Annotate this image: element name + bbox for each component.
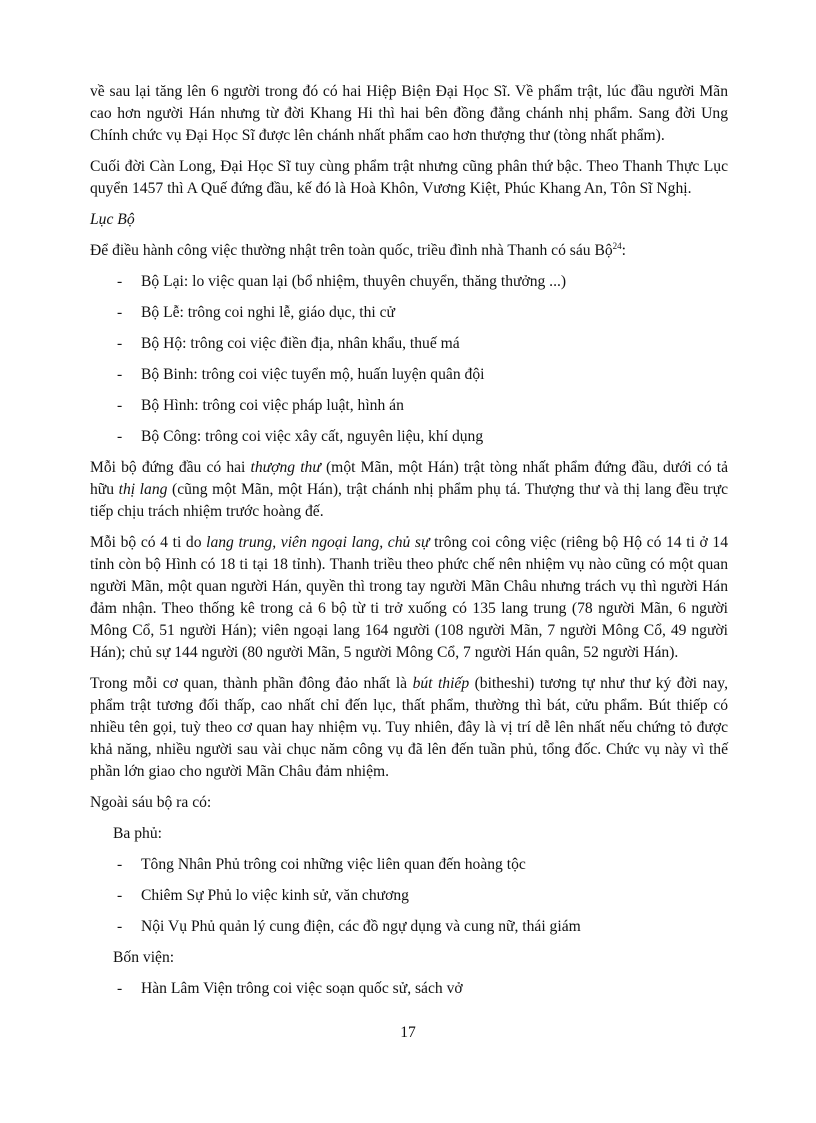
paragraph-luc-bo-intro: [90, 240, 728, 262]
ba-phu-heading: Ba phủ:: [113, 825, 162, 842]
text-run: Mỗi bộ đứng đầu có hai: [90, 459, 251, 476]
bon-vien-heading: Bốn viện:: [113, 949, 175, 966]
page-content: [90, 81, 728, 1009]
list-item: [90, 333, 728, 355]
list-item: [90, 978, 728, 1000]
list-item: [90, 395, 728, 417]
page-number: 17: [400, 1024, 416, 1041]
dash-bullet: -: [117, 335, 123, 352]
list-item: [90, 302, 728, 324]
ministry-text: Bộ Lại: lo việc quan lại (bổ nhiệm, thuyên chuyển, thăng thưởng ...): [141, 273, 567, 290]
ministry-text: Bộ Lễ: trông coi nghi lễ, giáo dục, thi cử: [141, 304, 395, 321]
dash-bullet: -: [117, 918, 123, 935]
dash-bullet: -: [117, 980, 123, 997]
dash-bullet: -: [117, 273, 123, 290]
term-thi-lang: thị lang: [118, 481, 168, 498]
dash-bullet: -: [117, 856, 123, 873]
dash-bullet: -: [117, 887, 123, 904]
paragraph-but-thiep: [90, 673, 728, 783]
text-run: (bitheshi) tương tự như thư ký đời nay, phẩm trật tương đối thấp, cao nhất chỉ đến lục, thất phẩm, thường thì bát, cửu phẩm. Bút thiếp có nhiều tên gọi, tuỳ theo cơ quan hay nhiệm vụ. Tuy nhiên, đây là vị trí dễ lên nhất nếu chứng tỏ được khả năng, nhiều người sau vài chục năm công vụ đã lên đến tuần phủ, tổng đốc. Chức vụ này vì thế phần lớn giao cho người Mãn Châu đảm nhiệm.: [90, 675, 728, 780]
dash-bullet: -: [117, 304, 123, 321]
dash-bullet: -: [117, 397, 123, 414]
paragraph-ti: [90, 532, 728, 664]
ministries-list: [90, 271, 728, 448]
text-run: (một Mãn, một Hán) trật tòng nhất phẩm đứng đầu, dưới có tả hữu: [90, 459, 729, 498]
paragraph-thuong-thu: [90, 457, 728, 523]
ministry-text: Bộ Hình: trông coi việc pháp luật, hình án: [141, 397, 404, 414]
phu-text: Tông Nhân Phủ trông coi những việc liên quan đến hoàng tộc: [141, 856, 526, 873]
ministry-text: Bộ Công: trông coi việc xây cất, nguyên liệu, khí dụng: [141, 428, 484, 445]
list-item: [90, 916, 728, 938]
list-item: [90, 854, 728, 876]
luc-bo-intro-text: Để điều hành công việc thường nhật trên toàn quốc, triều đình nhà Thanh có sáu Bộ: [90, 242, 613, 259]
paragraph-others-intro: Ngoài sáu bộ ra có:: [90, 794, 212, 811]
ba-phu-list: [90, 854, 728, 938]
list-item: [90, 426, 728, 448]
list-item: [90, 364, 728, 386]
phu-text: Chiêm Sự Phủ lo việc kinh sử, văn chương: [141, 887, 409, 904]
text-run: Trong mỗi cơ quan, thành phần đông đảo nhất là: [90, 675, 413, 692]
text-run: trông coi công việc (riêng bộ Hộ có 14 ti ở 14 tỉnh còn bộ Hình có 18 ti tại 18 tỉnh). Thanh triều theo phức chế nên nhiệm vụ nào cũng có một quan người Mãn, một quan người Hán, quyền thì trong tay người Mãn Châu nhưng trách vụ thì người Hán đảm nhận. Theo thống kê trong cả 6 bộ từ ti trở xuống có 135 lang trung (78 người Mãn, 6 người Mông Cổ, 51 người Hán); viên ngoại lang 164 người (108 người Mãn, 7 người Mông Cổ, 49 người Hán); chủ sự 144 người (80 người Mãn, 5 người Mông Cổ, 7 người Hán quân, 52 người Hán).: [90, 534, 728, 661]
section-title-luc-bo: Lục Bộ: [90, 211, 135, 228]
bon-vien-list: [90, 978, 728, 1000]
term-lang-trung: lang trung, viên ngoại lang, chủ sự: [206, 534, 430, 551]
text-run: (cũng một Mãn, một Hán), trật chánh nhị phẩm phụ tá. Thượng thư và thị lang đều trực tiếp chịu trách nhiệm trước hoàng đế.: [90, 481, 728, 520]
dash-bullet: -: [117, 428, 123, 445]
ministry-text: Bộ Binh: trông coi việc tuyển mộ, huấn luyện quân đội: [141, 366, 485, 383]
term-but-thiep: bút thiếp: [412, 675, 470, 692]
dash-bullet: -: [117, 366, 123, 383]
list-item: [90, 885, 728, 907]
term-thuong-thu: thượng thư: [250, 459, 321, 476]
paragraph-dai-hoc-si: về sau lại tăng lên 6 người trong đó có hai Hiệp Biện Đại Học Sĩ. Về phẩm trật, lúc đầu người Mãn cao hơn người Hán nhưng từ đời Khang Hi thì hai bên đồng đẳng chánh nhị phẩm. Sang đời Ung Chính chức vụ Đại Học Sĩ được lên chánh nhất phẩm cao hơn thượng thư (tòng nhất phẩm).: [90, 83, 728, 144]
list-item: [90, 271, 728, 293]
vien-text: Hàn Lâm Viện trông coi việc soạn quốc sử, sách vở: [141, 980, 463, 997]
luc-bo-intro-colon: :: [621, 242, 626, 259]
text-run: Mỗi bộ có 4 ti do: [90, 534, 207, 551]
paragraph-can-long: Cuối đời Càn Long, Đại Học Sĩ tuy cùng phẩm trật nhưng cũng phân thứ bậc. Theo Thanh Thực Lục quyển 1457 thì A Quế đứng đầu, kế đó là Hoà Khôn, Vương Kiệt, Phúc Khang An, Tôn Sĩ Nghị.: [90, 158, 728, 197]
footnote-ref[interactable]: 24: [612, 240, 622, 251]
ministry-text: Bộ Hộ: trông coi việc điền địa, nhân khẩu, thuế má: [141, 335, 460, 352]
phu-text: Nội Vụ Phủ quản lý cung điện, các đồ ngự dụng và cung nữ, thái giám: [141, 918, 581, 935]
